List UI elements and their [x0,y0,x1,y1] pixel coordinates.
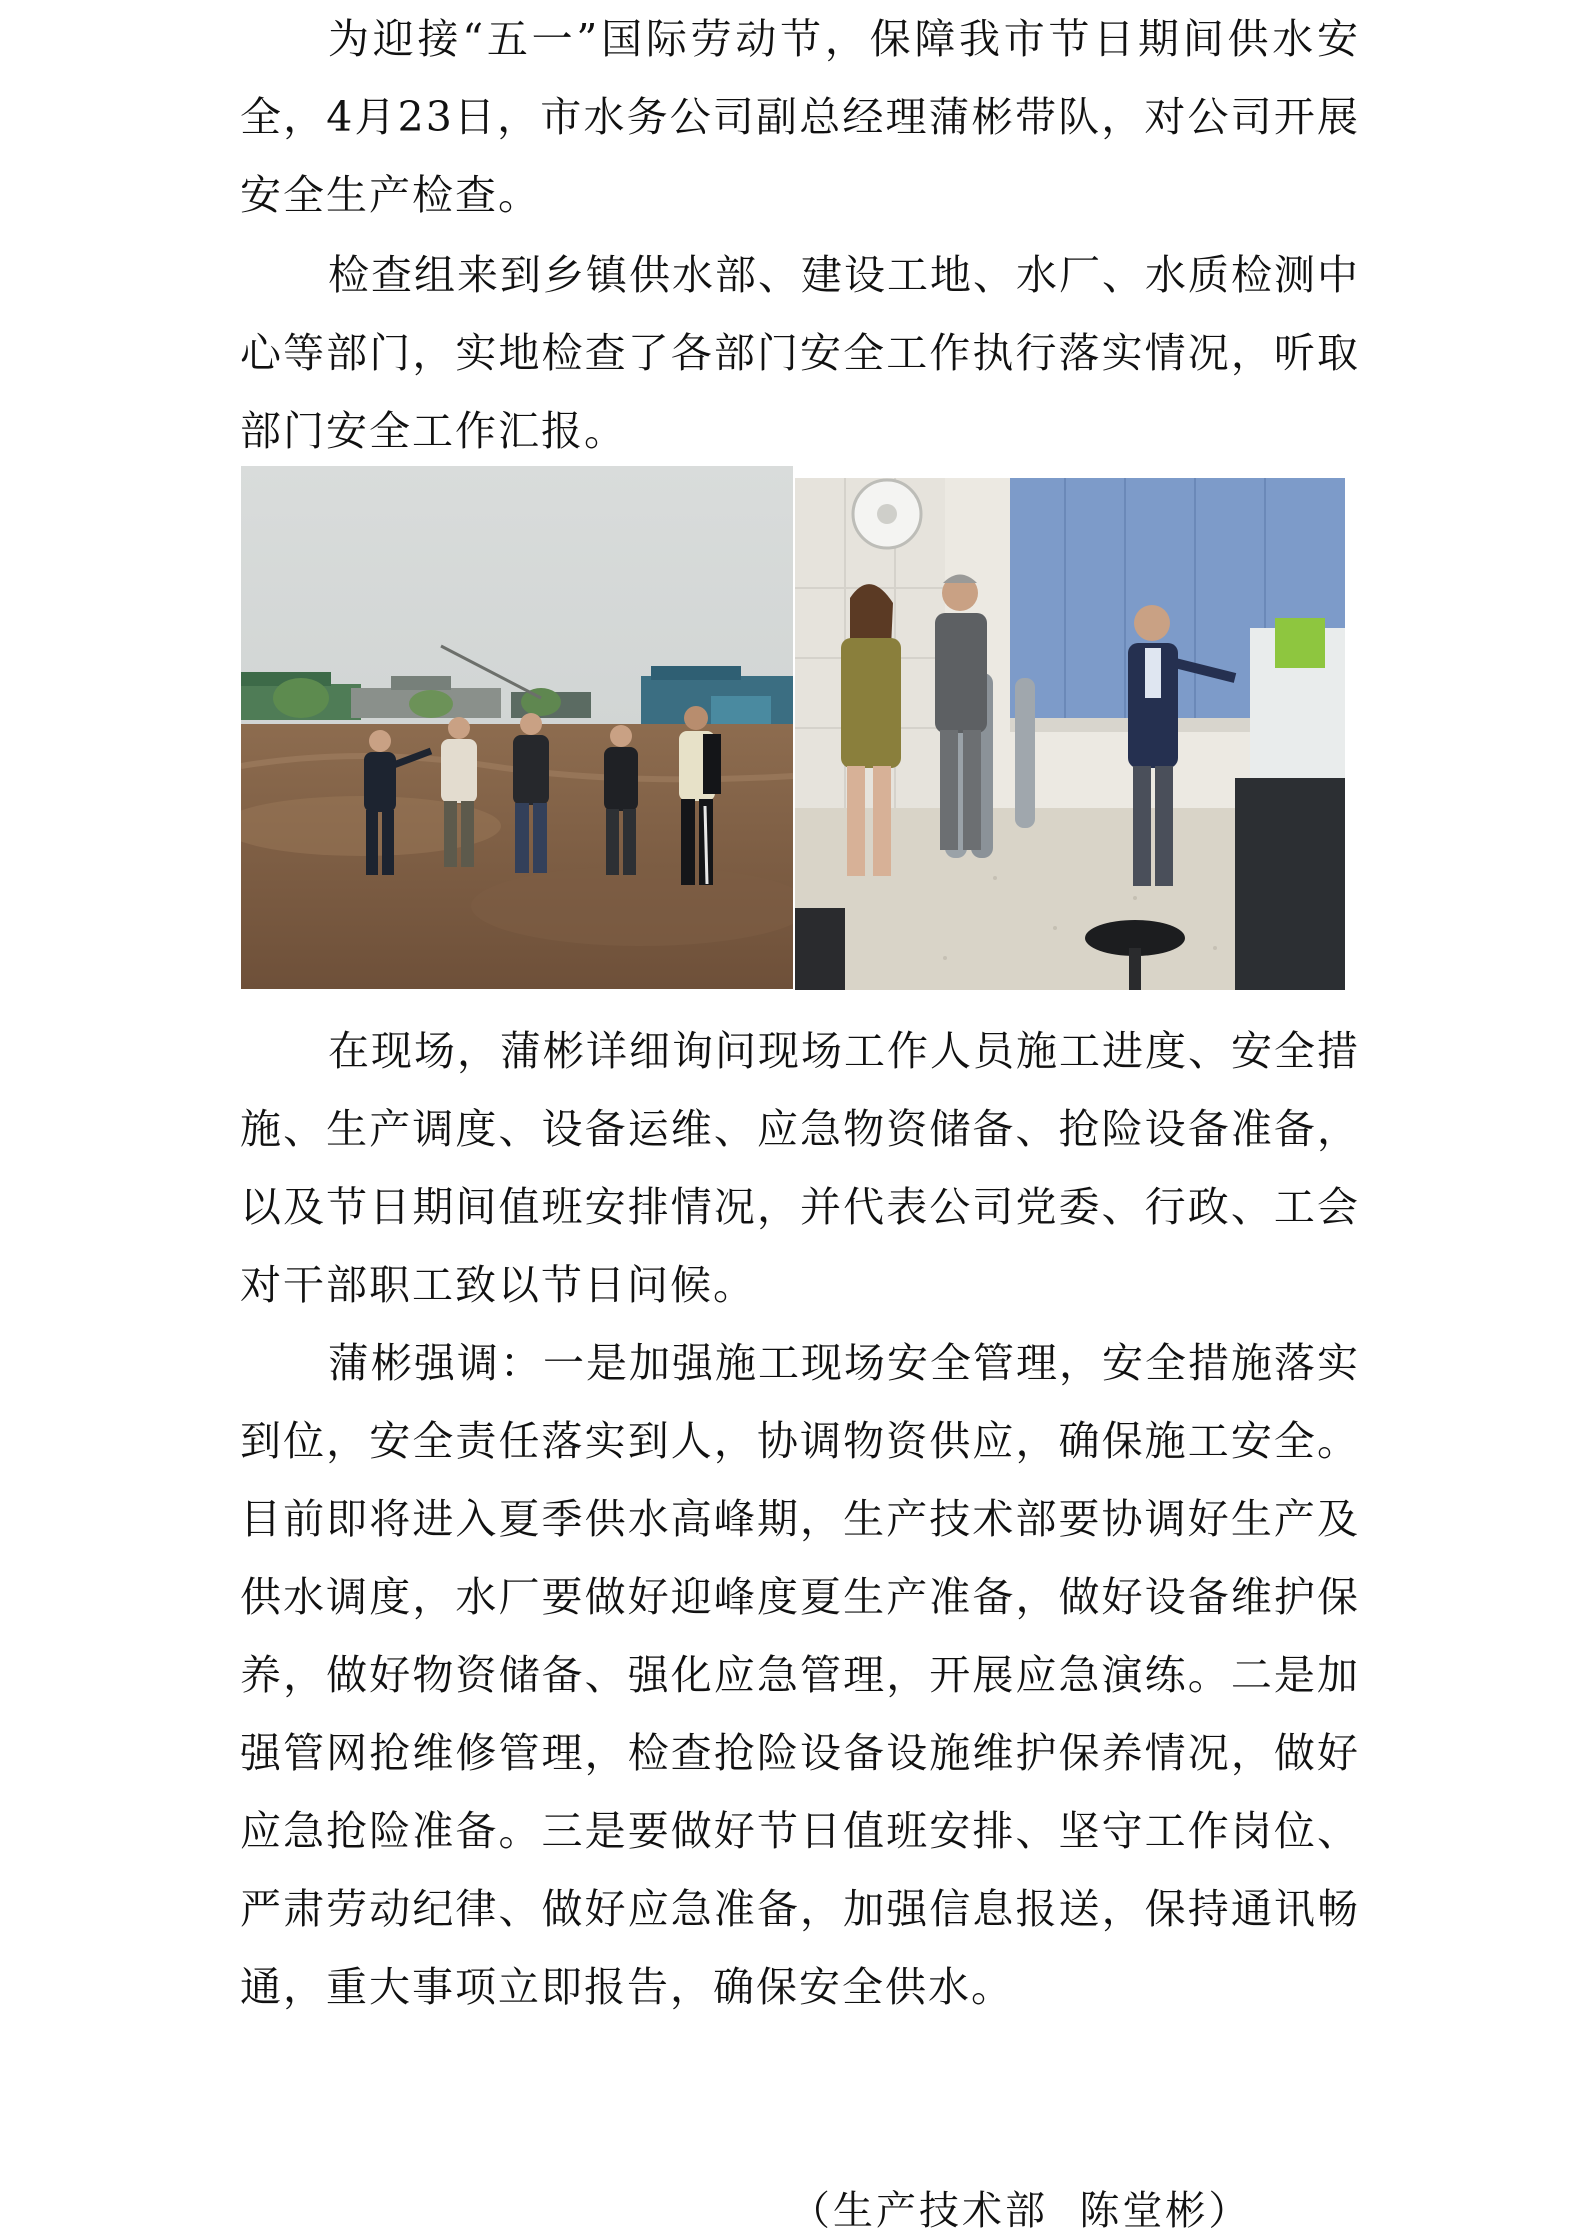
paragraph-inspection-scope: 检查组来到乡镇供水部、建设工地、水厂、水质检测中心等部门，实地检查了各部门安全工作执行落实情况，听取部门安全工作汇报。 [240,251,1360,455]
paragraph-on-site: 在现场，蒲彬详细询问现场工作人员施工进度、安全措施、生产调度、设备运维、应急物资储备、抢险设备准备，以及节日期间值班安排情况，并代表公司党委、行政、工会对干部职工致以节日问候。 [240,1027,1360,1309]
paragraph-intro: 为迎接“五一”国际劳动节，保障我市节日期间供水安全，4月23日，市水务公司副总经理蒲彬带队，对公司开展安全生产检查。 [240,15,1360,219]
paragraph-emphasis: 蒲彬强调：一是加强施工现场安全管理，安全措施落实到位，安全责任落实到人，协调物资供应，确保施工安全。目前即将进入夏季供水高峰期，生产技术部要协调好生产及供水调度，水厂要做好迎峰度夏生产准备，做好设备维护保养，做好物资储备、强化应急管理，开展应急演练。二是加强管网抢维修管理，检查抢险设备设施维护保养情况，做好应急抢险准备。三是要做好节日值班安排、坚守工作岗位、严肃劳动纪律、做好应急准备，加强信息报送，保持通讯畅通，重大事项立即报告，确保安全供水。 [240,1339,1360,2011]
author-signature: （生产技术部 陈堂彬） [790,2188,1252,2234]
construction-site-photo [241,466,793,989]
lab-inspection-photo [795,478,1345,990]
